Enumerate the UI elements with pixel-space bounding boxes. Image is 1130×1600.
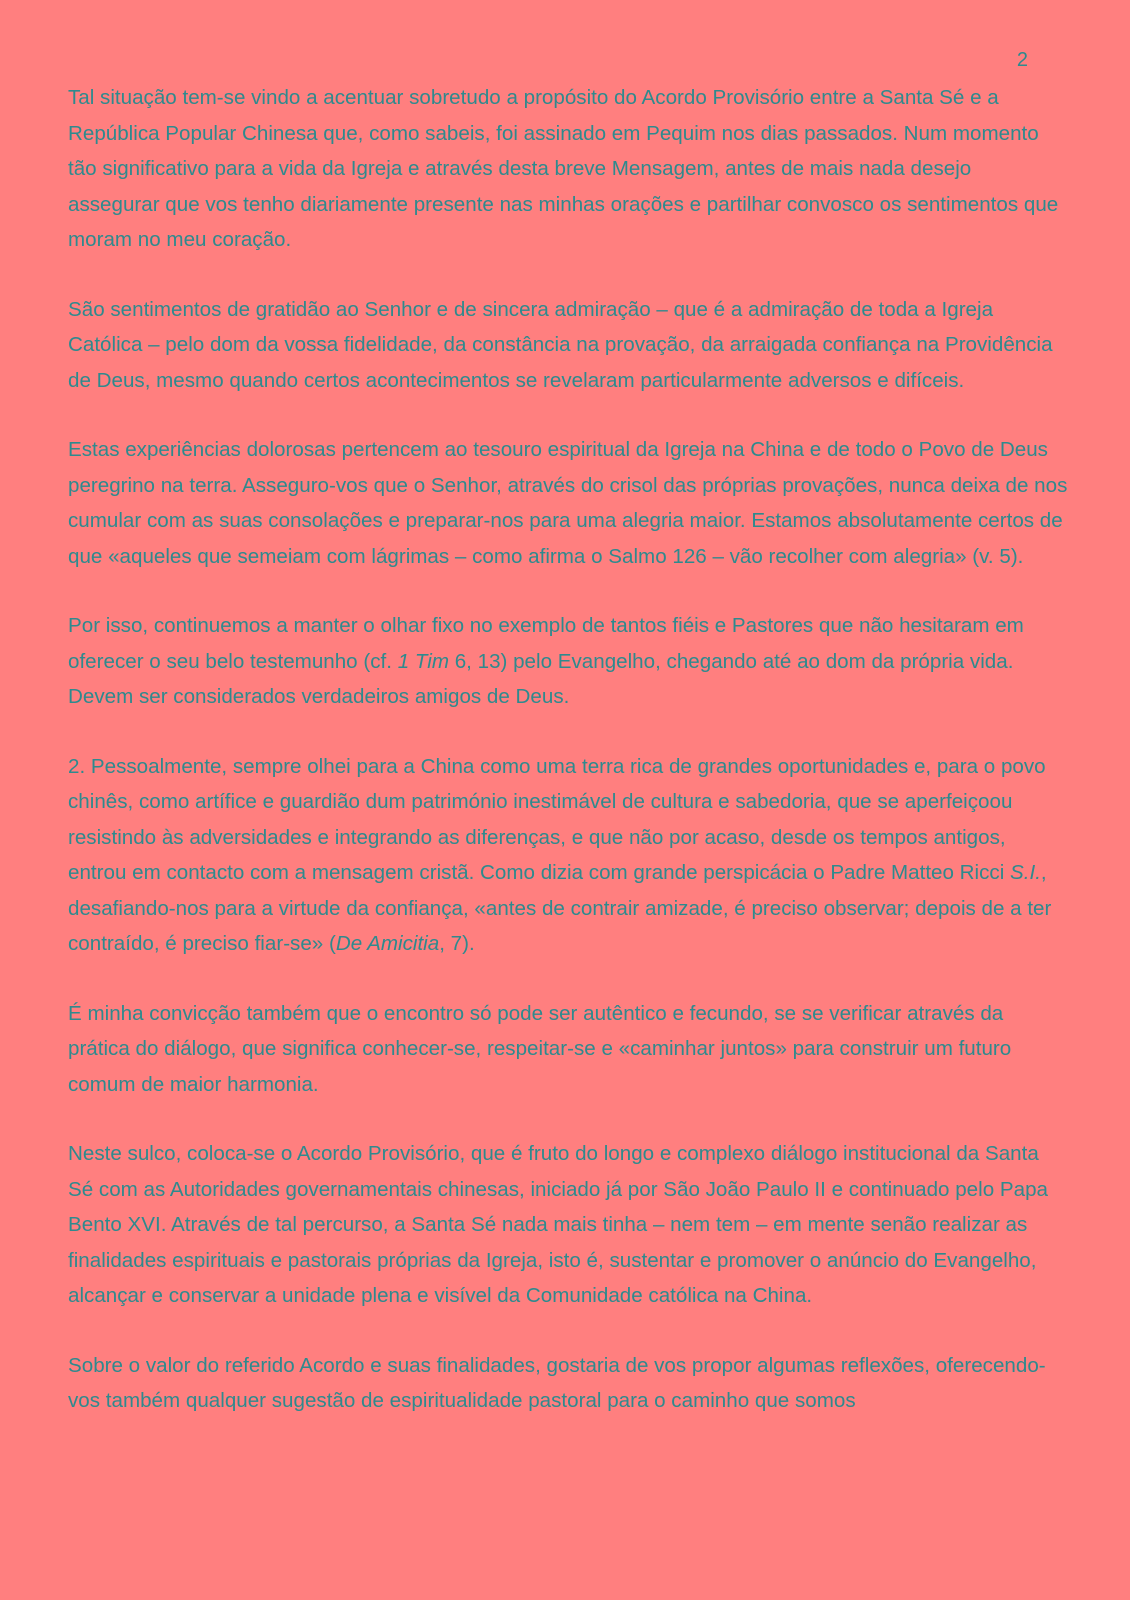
page-number: 2	[1016, 49, 1028, 71]
paragraph-8: Sobre o valor do referido Acordo e suas finalidades, gostaria de vos propor algumas reflexões, oferecendo-vos também qualquer sugestão de espiritualidade pastoral para o caminho que somos	[68, 1353, 1046, 1412]
paragraph-4-text-2: 6, 13) pelo Evangelho, chegando até ao dom da própria vida. Devem ser considerados verdadeiros amigos de Deus.	[68, 649, 1014, 708]
paragraph-7: Neste sulco, coloca-se o Acordo Provisório, que é fruto do longo e complexo diálogo institucional da Santa Sé com as Autoridades governamentais chinesas, iniciado já por São João Paulo II e continuado pelo Papa Bento XVI. Através de tal percurso, a Santa Sé nada mais tinha – nem tem – em mente senão realizar as finalidades espirituais e pastorais próprias da Igreja, isto é, sustentar e promover o anúncio do Evangelho, alcançar e conservar a unidade plena e visível da Comunidade católica na China.	[68, 1142, 1048, 1307]
paragraph-5-text-3: , 7).	[439, 932, 475, 955]
paragraph-2: São sentimentos de gratidão ao Senhor e de sincera admiração – que é a admiração de toda a Igreja Católica – pelo dom da vossa fidelidade, da constância na provação, da arraigada confiança na Providência de Deus, mesmo quando certos acontecimentos se revelaram particularmente adversos e difíceis.	[68, 297, 1053, 392]
order-abbreviation: S.I.	[1010, 861, 1041, 884]
paragraph-3: Estas experiências dolorosas pertencem ao tesouro espiritual da Igreja na China e de todo o Povo de Deus peregrino na terra. Asseguro-vos que o Senhor, através do crisol das próprias provações, nunca deixa de nos cumular com as suas consolações e preparar-nos para uma alegria maior. Estamos absolutamente certos de que «aqueles que semeiam com lágrimas – como afirma o Salmo 126 – vão recolher com alegria» (v. 5).	[68, 438, 1068, 568]
paragraph-6: É minha convicção também que o encontro só pode ser autêntico e fecundo, se se verificar através da prática do diálogo, que significa conhecer-se, respeitar-se e «caminhar juntos» para construir um futuro comum de maior harmonia.	[68, 1001, 1012, 1096]
paragraph-5-text-1: 2. Pessoalmente, sempre olhei para a China como uma terra rica de grandes oportunidades e, para o povo chinês, como artífice e guardião dum património inestimável de cultura e sabedoria, que se aperfeiçoou resistindo às adversidades e integrando as diferenças, e que não por acaso, desde os tempos antigos, entrou em contacto com a mensagem cristã. Como dizia com grande perspicácia o Padre Matteo Ricci	[68, 754, 1046, 884]
paragraph-1: Tal situação tem-se vindo a acentuar sobretudo a propósito do Acordo Provisório entre a Santa Sé e a República Popular Chinesa que, como sabeis, foi assinado em Pequim nos dias passados. Num momento tão significativo para a vida da Igreja e através desta breve Mensagem, antes de mais nada desejo assegurar que vos tenho diariamente presente nas minhas orações e partilhar convosco os sentimentos que moram no meu coração.	[68, 86, 1059, 251]
work-title: De Amicitia	[335, 932, 440, 955]
scripture-reference: 1 Tim	[397, 649, 449, 673]
document-body	[68, 80, 1068, 1419]
paragraph-5-text-2: , desafiando-nos para a virtude da confiança, «antes de contrair amizade, é preciso observar; depois de a ter contraído, é preciso fiar-se» (	[68, 861, 1052, 955]
paragraph-4	[68, 608, 1068, 715]
paragraph-5	[68, 749, 1068, 962]
paragraph-4-text-1: Por isso, continuemos a manter o olhar fixo no exemplo de tantos fiéis e Pastores que não hesitaram em oferecer o seu belo testemunho (cf.	[68, 614, 1024, 673]
